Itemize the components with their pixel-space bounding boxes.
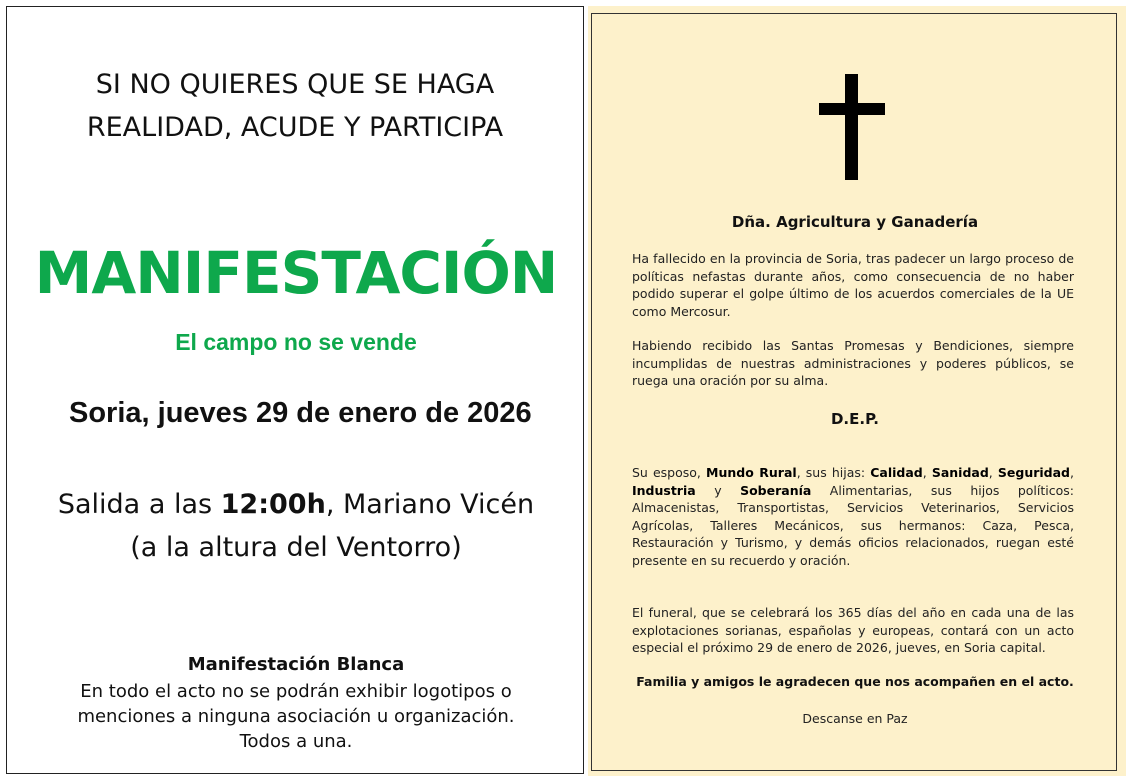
blanca-line-3: Todos a una. — [239, 731, 353, 752]
blanca-notice — [7, 679, 585, 754]
obituary-paragraph-1: Ha fallecido en la provincia de Soria, tras padecer un largo proceso de políticas nefastas durante años, como consecuencia de no haber podido superar el golpe último de los acuerdos comerciales de la UE como Mercosur. — [632, 251, 1074, 319]
departure-place: , Mariano Vicén — [325, 489, 535, 520]
blanca-line-2: menciones a ninguna asociación u organización. — [77, 706, 515, 727]
departure-line-2: (a la altura del Ventorro) — [130, 532, 462, 563]
flyer-title: MANIFESTACIÓN — [34, 239, 558, 307]
obituary-funeral-paragraph: El funeral, que se celebrará los 365 días del año en cada una de las explotaciones sorianas, españolas y europeas, contará con un acto especial el próximo 29 de enero de 2026, jueves, en Soria capital. — [632, 605, 1074, 656]
flyer-subtitle: El campo no se vende — [175, 329, 417, 355]
departure-line-1 — [7, 483, 585, 526]
header-line-1: SI NO QUIERES QUE SE HAGA — [95, 69, 495, 100]
event-date: Soria, jueves 29 de enero de 2026 — [69, 397, 532, 429]
departure-prefix: Salida a las — [57, 489, 221, 520]
blanca-line-1: En todo el acto no se podrán exhibir logotipos o — [80, 681, 512, 702]
deceased-name: Dña. Agricultura y Ganadería — [731, 213, 979, 231]
dep-heading: D.E.P. — [830, 410, 880, 428]
obituary-frame — [591, 13, 1117, 771]
departure-info — [7, 483, 585, 569]
rip-line: Descanse en Paz — [802, 711, 908, 726]
header-line-2: REALIDAD, ACUDE Y PARTICIPA — [86, 112, 504, 143]
blanca-title: Manifestación Blanca — [187, 654, 405, 675]
manifestation-flyer — [6, 6, 584, 774]
flyer-header — [7, 63, 583, 149]
obituary-paragraph-2: Habiendo recibido las Santas Promesas y Bendiciones, siempre incumplidas de nuestras administraciones y poderes públicos, se ruega una oración por su alma. — [632, 338, 1074, 389]
obituary-family-paragraph: Su esposo, Mundo Rural, sus hijas: Calidad, Sanidad, Seguridad, Industria y Soberanía Alimentarias, sus hijos políticos: Almacenistas, Transportistas, Servicios Veterinarios, Servicios Agrícolas, Talleres Mecánicos, sus hermanos: Caza, Pesca, Restauración y Turismo, y demás oficios relacionados, ruegan esté presente en su recuerdo y oración. — [632, 465, 1074, 568]
departure-time: 12:00h — [220, 489, 326, 520]
obituary-notice — [588, 6, 1126, 776]
thanks-line: Familia y amigos le agradecen que nos acompañen en el acto. — [636, 674, 1074, 689]
